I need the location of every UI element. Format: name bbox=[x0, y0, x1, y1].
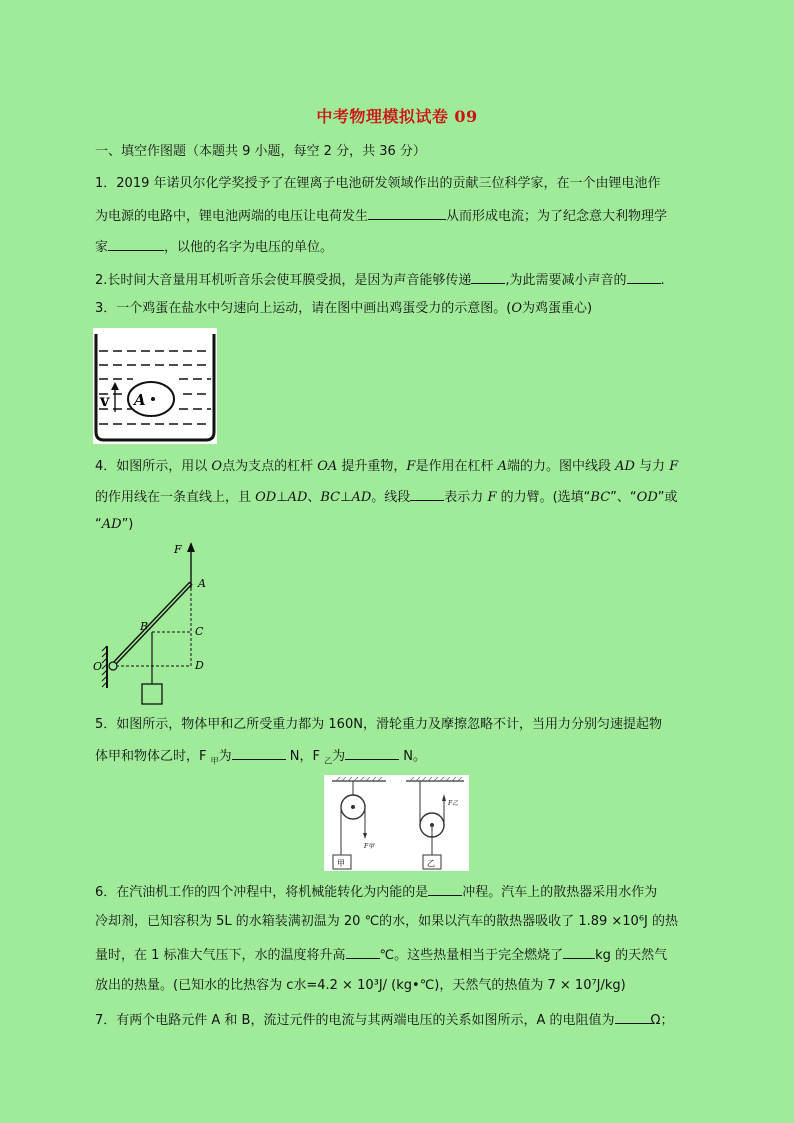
q5-text-3: N，F bbox=[285, 749, 325, 764]
label-f: F bbox=[174, 543, 182, 556]
q1-line-3 bbox=[95, 237, 333, 257]
q2-text-c: . bbox=[660, 273, 665, 288]
q6-text-1: 6．在汽油机工作的四个冲程中，将机械能转化为内能的是 bbox=[95, 885, 429, 900]
q5-blank-1[interactable] bbox=[232, 746, 286, 760]
q4-text-8: 、 bbox=[307, 490, 321, 505]
page-title: 中考物理模拟试卷 09 bbox=[316, 107, 478, 126]
velocity-label-v: v bbox=[100, 391, 110, 410]
q6-blank-1[interactable] bbox=[428, 882, 462, 896]
q7-text-1: 7．有两个电路元件 A 和 B，流过元件的电流与其两端电压的关系如图所示，A 的电阻值为 bbox=[95, 1013, 615, 1028]
q4-bc: BC bbox=[320, 490, 341, 505]
q4-line-1 bbox=[95, 458, 678, 476]
q4-text-12: ”、“ bbox=[610, 490, 637, 505]
q4-perp-2: ⊥ bbox=[340, 490, 352, 505]
q1-blank-1[interactable] bbox=[368, 206, 446, 220]
box-yi-label: 乙 bbox=[427, 859, 435, 868]
label-c: C bbox=[195, 625, 204, 638]
egg-label-a: A bbox=[134, 391, 146, 409]
q1-line-1: 1．2019 年诺贝尔化学奖授予了在锂离子电池研发领域作出的贡献三位科学家，在一个由锂电池作 bbox=[95, 176, 661, 191]
q6-blank-2[interactable] bbox=[346, 945, 380, 959]
q4-f3: F bbox=[487, 490, 497, 505]
q1-text-d: ，以他的名字为电压的单位。 bbox=[164, 240, 334, 255]
q2-blank-2[interactable] bbox=[627, 270, 661, 284]
q4-text-3: 提升重物， bbox=[337, 459, 407, 474]
q4-text-4: 是作用在杠杆 bbox=[415, 459, 498, 474]
q4-text-2: 点为支点的杠杆 bbox=[222, 459, 318, 474]
fixed-pulley-axle bbox=[351, 805, 355, 809]
q4-o: O bbox=[211, 459, 223, 474]
q4-oa: OA bbox=[317, 459, 338, 474]
q4-blank[interactable] bbox=[410, 487, 444, 501]
movable-pulley-axle bbox=[430, 823, 434, 827]
q4-text-6: 与力 bbox=[634, 459, 670, 474]
q3-text-a: 3．一个鸡蛋在盐水中匀速向上运动，请在图中画出鸡蛋受力的示意图。( bbox=[95, 301, 512, 316]
q6-text-3: 量时，在 1 标准大气压下，水的温度将升高 bbox=[95, 948, 346, 963]
q4-text-9: 。线段 bbox=[371, 490, 411, 505]
q4-text-15: ”) bbox=[121, 517, 134, 532]
egg-center-dot bbox=[151, 397, 155, 401]
pivot-circle bbox=[109, 662, 117, 670]
q5-text-2: 为 bbox=[218, 749, 232, 764]
q4-text-5: 端的力。图中线段 bbox=[506, 459, 616, 474]
q5-line-2 bbox=[95, 746, 426, 771]
q7-blank[interactable] bbox=[615, 1010, 651, 1024]
q6-text-4: ℃。这些热量相当于完全燃烧了 bbox=[379, 948, 564, 963]
q3-text-b: 为鸡蛋重心) bbox=[522, 301, 593, 316]
q5-sub-yi: 乙 bbox=[324, 756, 333, 766]
q3-o-label: O bbox=[511, 301, 523, 316]
label-d: D bbox=[195, 659, 204, 672]
lever-figure[interactable] bbox=[92, 538, 222, 713]
q6-line-2: 冷却剂，已知容积为 5L 的水箱装满初温为 20 ℃的水，如果以汽车的散热器吸收了 1.89 ×10⁶J 的热 bbox=[95, 914, 679, 929]
q2-blank-1[interactable] bbox=[471, 270, 505, 284]
q4-text-7: 的作用线在一条直线上，且 bbox=[95, 490, 256, 505]
section-heading: 一、填空作图题（本题共 9 小题，每空 2 分，共 36 分） bbox=[95, 144, 426, 159]
q4-ad: AD bbox=[615, 459, 635, 474]
q6-line-1 bbox=[95, 882, 657, 902]
q7-text-2: Ω； bbox=[650, 1013, 674, 1028]
q4-f: F bbox=[406, 459, 416, 474]
f-yi-label: F乙 bbox=[448, 800, 459, 807]
q2-text-b: ,为此需要减小声音的 bbox=[505, 273, 627, 288]
force-f-arrowhead bbox=[187, 542, 195, 552]
q6-line-3 bbox=[95, 945, 667, 965]
q1-text-b: 从而形成电流；为了纪念意大利物理学 bbox=[446, 209, 668, 224]
f-jia-label: F甲 bbox=[364, 843, 375, 850]
q6-line-4: 放出的热量。(已知水的比热容为 c水=4.2 × 10³J/ (kg•℃)，天然气的热值为 7 × 10⁷J/kg) bbox=[95, 978, 626, 993]
q5-text-4: 为 bbox=[332, 749, 346, 764]
label-b: B bbox=[140, 620, 149, 633]
q6-blank-3[interactable] bbox=[563, 945, 595, 959]
q1-line-2 bbox=[95, 206, 667, 226]
box-jia-label: 甲 bbox=[337, 859, 345, 868]
q5-line-1: 5．如图所示，物体甲和乙所受重力都为 160N，滑轮重力及摩擦忽略不计，当用力分别匀速提起物 bbox=[95, 717, 662, 732]
q6-text-2: 冲程。汽车上的散热器采用水作为 bbox=[462, 885, 658, 900]
q4-od2: OD bbox=[636, 490, 658, 505]
q4-text-11: 的力臂。(选填“ bbox=[496, 490, 591, 505]
q4-ad4: AD bbox=[101, 517, 122, 532]
q4-text-13: ”或 bbox=[657, 490, 678, 505]
q2-line bbox=[95, 270, 665, 290]
q4-bc2: BC bbox=[590, 490, 611, 505]
q4-line-3 bbox=[95, 516, 133, 534]
q4-ad2: AD bbox=[287, 490, 308, 505]
q1-text-c: 家 bbox=[95, 240, 109, 255]
label-o: O bbox=[93, 660, 103, 673]
q4-a: A bbox=[497, 459, 507, 474]
q5-sub-jia: 甲 bbox=[210, 756, 219, 766]
label-a: A bbox=[198, 577, 206, 590]
q6-text-5: kg 的天然气 bbox=[595, 948, 668, 963]
q4-text-1: 4．如图所示，用以 bbox=[95, 459, 212, 474]
q5-text-1: 体甲和物体乙时，F bbox=[95, 749, 211, 764]
q7-line bbox=[95, 1010, 673, 1030]
egg-in-beaker-figure[interactable] bbox=[93, 328, 217, 444]
q5-blank-2[interactable] bbox=[345, 746, 399, 760]
q4-perp-1: ⊥ bbox=[276, 490, 288, 505]
q4-text-14: “ bbox=[95, 517, 102, 532]
q4-f2: F bbox=[669, 459, 679, 474]
q3-line bbox=[95, 300, 592, 318]
weight-box bbox=[142, 684, 162, 704]
q4-line-2 bbox=[95, 487, 678, 507]
q1-text-a: 为电源的电路中，锂电池两端的电压让电荷发生 bbox=[95, 209, 369, 224]
q4-ad3: AD bbox=[351, 490, 372, 505]
q2-text-a: 2.长时间大音量用耳机听音乐会使耳膜受损，是因为声音能够传递 bbox=[95, 273, 472, 288]
q4-text-10: 表示力 bbox=[444, 490, 488, 505]
pulley-figure[interactable] bbox=[324, 775, 469, 871]
q5-text-5: N。 bbox=[399, 749, 426, 764]
q4-od: OD bbox=[255, 490, 277, 505]
q1-blank-2[interactable] bbox=[108, 237, 164, 251]
